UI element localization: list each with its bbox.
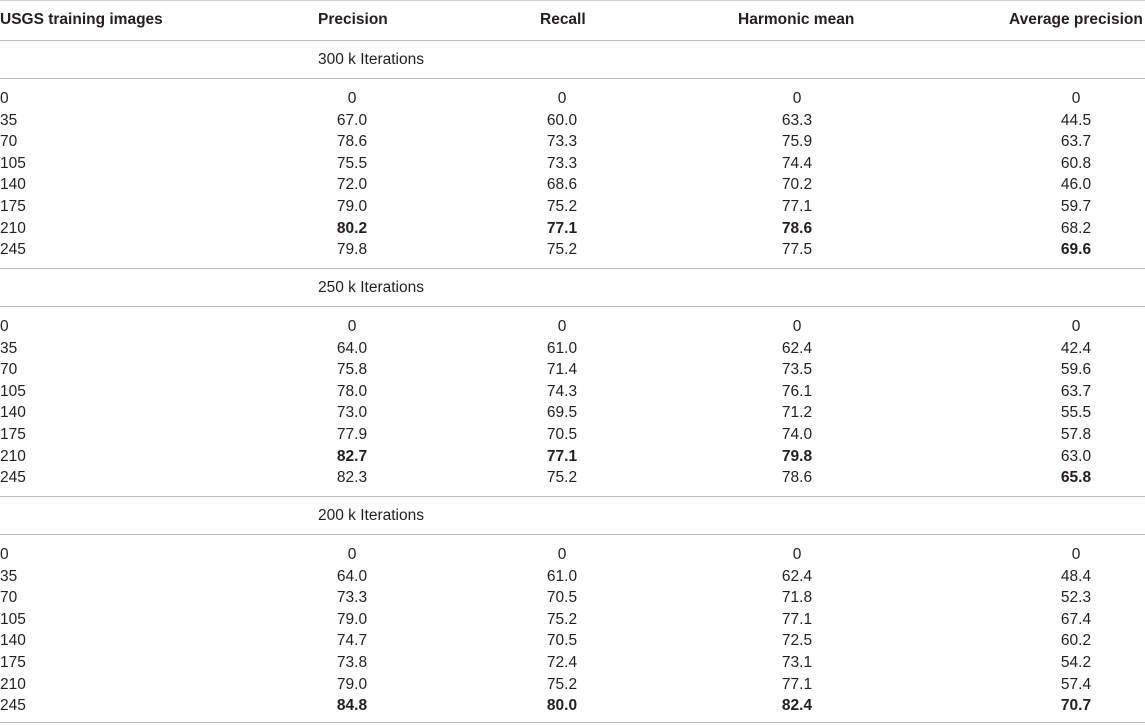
cell-training-images: 70 [0,361,18,379]
cell-average-precision: 65.8 [1060,469,1092,487]
cell-precision: 79.0 [336,610,368,628]
table-row [0,131,1145,152]
cell-training-images: 105 [0,382,26,400]
cell-harmonic-mean: 75.9 [781,133,813,151]
cell-training-images: 0 [0,318,9,335]
cell-harmonic-mean: 82.4 [781,697,813,715]
cell-precision: 0 [347,318,357,335]
section-title: 250 k Iterations [318,279,424,296]
cell-harmonic-mean: 74.0 [781,426,813,443]
cell-harmonic-mean: 63.3 [781,111,813,129]
table-row [0,609,1145,630]
cell-training-images: 35 [0,111,18,129]
table-row [0,544,1145,565]
section-title: 200 k Iterations [318,507,424,524]
cell-recall: 75.2 [546,241,578,259]
cell-average-precision: 0 [1071,90,1081,107]
cell-training-images: 140 [0,404,26,422]
cell-training-images: 0 [0,546,9,563]
table-row [0,196,1145,217]
cell-training-images: 105 [0,154,26,172]
cell-harmonic-mean: 72.5 [781,632,813,650]
table-row [0,424,1145,445]
cell-average-precision: 42.4 [1060,339,1092,357]
cell-recall: 61.0 [546,339,578,357]
cell-average-precision: 54.2 [1060,654,1092,671]
table-row [0,110,1145,131]
cell-recall: 75.2 [546,469,578,487]
cell-harmonic-mean: 77.5 [781,241,813,259]
cell-precision: 78.0 [336,382,368,400]
cell-harmonic-mean: 62.4 [781,567,813,585]
table-row [0,359,1145,380]
table-row [0,338,1145,359]
cell-recall: 75.2 [546,610,578,628]
cell-recall: 77.1 [546,447,578,465]
cell-harmonic-mean: 77.1 [781,198,813,215]
cell-harmonic-mean: 73.5 [781,361,813,379]
table-row [0,652,1145,673]
header-average-precision: Average precision [1009,11,1143,28]
section-rule-bottom [0,306,1145,307]
cell-average-precision: 52.3 [1060,589,1092,607]
cell-recall: 71.4 [546,361,578,379]
cell-precision: 67.0 [336,111,368,129]
table-row [0,566,1145,587]
cell-average-precision: 44.5 [1060,111,1092,129]
cell-average-precision: 0 [1071,546,1081,563]
cell-harmonic-mean: 73.1 [781,654,813,671]
cell-average-precision: 68.2 [1060,219,1092,237]
cell-harmonic-mean: 74.4 [781,154,813,172]
cell-average-precision: 63.7 [1060,133,1092,151]
cell-precision: 64.0 [336,339,368,357]
cell-training-images: 35 [0,567,18,585]
cell-training-images: 105 [0,610,26,628]
section-rule-top [0,40,1145,41]
table-row [0,587,1145,608]
cell-recall: 69.5 [546,404,578,422]
cell-training-images: 35 [0,339,18,357]
cell-harmonic-mean: 0 [792,546,802,563]
cell-recall: 73.3 [546,154,578,172]
cell-average-precision: 48.4 [1060,567,1092,585]
cell-recall: 72.4 [546,654,578,671]
cell-harmonic-mean: 70.2 [781,176,813,194]
table-row [0,402,1145,423]
cell-precision: 84.8 [336,697,368,715]
table-row [0,239,1145,260]
cell-average-precision: 46.0 [1060,176,1092,194]
table-row [0,316,1145,337]
cell-precision: 0 [347,546,357,563]
cell-precision: 79.8 [336,241,368,259]
cell-average-precision: 59.7 [1060,198,1092,215]
header-harmonic-mean: Harmonic mean [738,11,855,28]
cell-precision: 80.2 [336,219,368,237]
cell-average-precision: 63.7 [1060,382,1092,400]
cell-training-images: 245 [0,469,26,487]
cell-harmonic-mean: 77.1 [781,675,813,693]
cell-recall: 60.0 [546,111,578,129]
table-row [0,153,1145,174]
cell-recall: 73.3 [546,133,578,151]
cell-training-images: 245 [0,697,26,715]
cell-recall: 70.5 [546,589,578,607]
header-precision: Precision [318,11,388,28]
table-header-row [0,0,1145,40]
section-rule-bottom [0,534,1145,535]
cell-training-images: 140 [0,176,26,194]
cell-harmonic-mean: 71.2 [781,404,813,422]
cell-precision: 79.0 [336,198,368,215]
cell-recall: 70.5 [546,426,578,443]
section-rule-top [0,496,1145,497]
cell-harmonic-mean: 0 [792,318,802,335]
cell-average-precision: 69.6 [1060,241,1092,259]
cell-precision: 73.8 [336,654,368,671]
header-usgs-training-images: USGS training images [0,11,163,28]
section-rule-top [0,268,1145,269]
cell-harmonic-mean: 77.1 [781,610,813,628]
cell-precision: 75.5 [336,154,368,172]
cell-precision: 74.7 [336,632,368,650]
cell-harmonic-mean: 71.8 [781,589,813,607]
cell-training-images: 0 [0,90,9,107]
cell-average-precision: 0 [1071,318,1081,335]
cell-average-precision: 57.4 [1060,675,1092,693]
cell-precision: 78.6 [336,133,368,151]
table-row [0,446,1145,467]
cell-precision: 73.0 [336,404,368,422]
table-row [0,88,1145,109]
cell-precision: 82.3 [336,469,368,487]
cell-training-images: 210 [0,219,26,237]
cell-training-images: 245 [0,241,26,259]
cell-training-images: 70 [0,133,18,151]
section-rule-bottom [0,78,1145,79]
cell-training-images: 175 [0,654,26,671]
cell-recall: 0 [557,318,567,335]
cell-precision: 72.0 [336,176,368,194]
table-row [0,381,1145,402]
cell-training-images: 210 [0,447,26,465]
cell-precision: 79.0 [336,675,368,693]
cell-average-precision: 60.8 [1060,154,1092,172]
table-row [0,174,1145,195]
cell-precision: 82.7 [336,447,368,465]
cell-average-precision: 57.8 [1060,426,1092,443]
cell-average-precision: 63.0 [1060,447,1092,465]
cell-recall: 61.0 [546,567,578,585]
cell-precision: 0 [347,90,357,107]
cell-average-precision: 70.7 [1060,697,1092,715]
cell-training-images: 70 [0,589,18,607]
header-recall: Recall [540,11,586,28]
cell-harmonic-mean: 76.1 [781,382,813,400]
table-row [0,695,1145,716]
cell-average-precision: 59.6 [1060,361,1092,379]
cell-recall: 77.1 [546,219,578,237]
cell-training-images: 140 [0,632,26,650]
cell-average-precision: 60.2 [1060,632,1092,650]
table-row [0,218,1145,239]
cell-harmonic-mean: 62.4 [781,339,813,357]
cell-precision: 64.0 [336,567,368,585]
cell-recall: 0 [557,90,567,107]
cell-average-precision: 67.4 [1060,610,1092,628]
cell-recall: 74.3 [546,382,578,400]
cell-precision: 75.8 [336,361,368,379]
cell-harmonic-mean: 0 [792,90,802,107]
table-row [0,674,1145,695]
cell-training-images: 210 [0,675,26,693]
cell-precision: 73.3 [336,589,368,607]
cell-harmonic-mean: 78.6 [781,219,813,237]
cell-recall: 80.0 [546,697,578,715]
cell-recall: 0 [557,546,567,563]
cell-harmonic-mean: 78.6 [781,469,813,487]
cell-precision: 77.9 [336,426,368,443]
table-row [0,467,1145,488]
cell-recall: 70.5 [546,632,578,650]
cell-harmonic-mean: 79.8 [781,447,813,465]
cell-recall: 75.2 [546,675,578,693]
table-row [0,630,1145,651]
cell-recall: 68.6 [546,176,578,194]
cell-recall: 75.2 [546,198,578,215]
cell-training-images: 175 [0,426,26,443]
table-bottom-rule [0,722,1145,723]
cell-average-precision: 55.5 [1060,404,1092,422]
cell-training-images: 175 [0,198,26,215]
section-title: 300 k Iterations [318,51,424,68]
